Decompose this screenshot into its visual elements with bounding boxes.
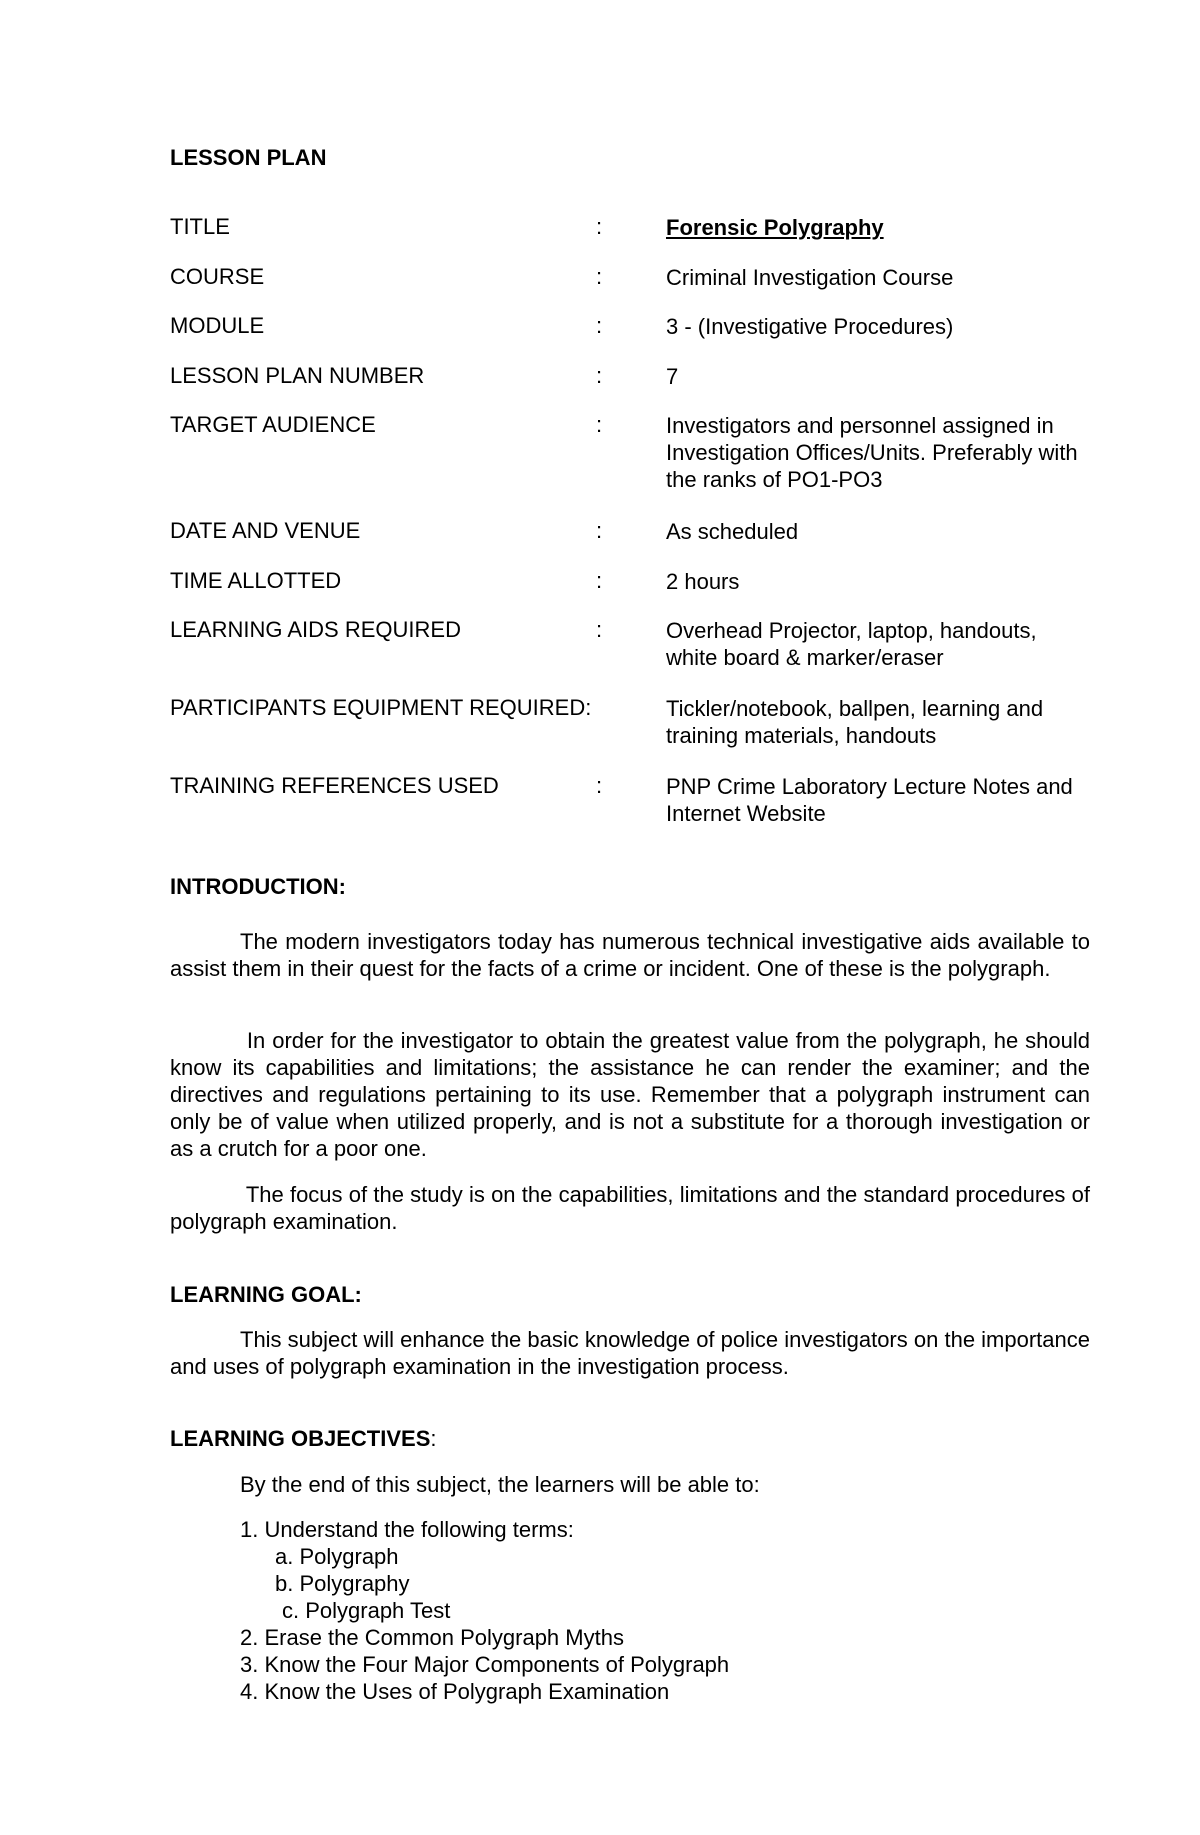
doc-title: LESSON PLAN — [170, 145, 327, 170]
row-value: 3 - (Investigative Procedures) — [666, 314, 954, 339]
row-value: Forensic Polygraphy — [666, 215, 884, 240]
row-value: 2 hours — [666, 569, 740, 594]
objective-item-4: 4. Know the Uses of Polygraph Examination — [240, 1679, 670, 1704]
objective-item-3: 3. Know the Four Major Components of Polygraph — [240, 1652, 730, 1677]
row-label: LESSON PLAN NUMBER — [170, 363, 425, 388]
row-value: Investigators and personnel assigned in Investigation Offices/Units. Preferably with the ranks of PO1-PO3 — [666, 413, 1078, 492]
row-label: TARGET AUDIENCE — [170, 412, 376, 437]
objectives-intro: By the end of this subject, the learners will be able to: — [240, 1472, 760, 1497]
objective-subitem-b: b. Polygraphy — [275, 1571, 410, 1596]
row-label: PARTICIPANTS EQUIPMENT REQUIRED: — [170, 695, 592, 720]
row-value: As scheduled — [666, 519, 799, 544]
learning-goal-paragraph — [170, 1326, 1090, 1380]
row-value: Tickler/notebook, ballpen, learning and training materials, handouts — [666, 696, 1044, 748]
row-value: PNP Crime Laboratory Lecture Notes and Internet Website — [666, 774, 1073, 826]
row-value: 7 — [666, 364, 679, 389]
heading-text: LEARNING OBJECTIVES — [170, 1426, 431, 1451]
row-label: TIME ALLOTTED — [170, 568, 342, 593]
paragraph-text: The focus of the study is on the capabilities, limitations and the standard procedures of polygraph examination. — [170, 1182, 1090, 1234]
row-label: MODULE — [170, 313, 265, 338]
row-label: COURSE — [170, 264, 265, 289]
row-colon: : — [596, 412, 603, 437]
row-colon: : — [596, 568, 603, 593]
heading-suffix: : — [430, 1426, 437, 1451]
objective-item-2: 2. Erase the Common Polygraph Myths — [240, 1625, 624, 1650]
row-value: Overhead Projector, laptop, handouts, white board & marker/eraser — [666, 618, 1037, 670]
row-colon: : — [596, 773, 603, 798]
row-colon: : — [596, 617, 603, 642]
row-colon: : — [596, 214, 603, 239]
objective-item-1: 1. Understand the following terms: — [240, 1517, 574, 1542]
row-label: TITLE — [170, 214, 230, 239]
paragraph-text: In order for the investigator to obtain the greatest value from the polygraph, he should know its capabilities and limitations; the assistance he can render the examiner; and the directives and regulations pertaining to its use. Remember that a polygraph instrument can only be of value when utilized properly, and is not a substitute for a thorough investigation or as a crutch for a poor one. — [170, 1028, 1090, 1161]
row-colon: : — [596, 264, 603, 289]
objective-subitem-c: c. Polygraph Test — [282, 1598, 451, 1623]
learning-objectives-heading — [170, 1426, 437, 1452]
paragraph-text: This subject will enhance the basic knowledge of police investigators on the importance and uses of polygraph examination in the investigation process. — [170, 1327, 1090, 1379]
intro-paragraph-2 — [170, 1027, 1090, 1162]
learning-goal-heading: LEARNING GOAL: — [170, 1282, 362, 1307]
row-label: DATE AND VENUE — [170, 518, 361, 543]
introduction-heading: INTRODUCTION: — [170, 874, 346, 899]
row-value: Criminal Investigation Course — [666, 265, 954, 290]
row-colon: : — [596, 313, 603, 338]
intro-paragraph-3 — [170, 1181, 1090, 1235]
row-colon: : — [596, 363, 603, 388]
objective-subitem-a: a. Polygraph — [275, 1544, 399, 1569]
intro-paragraph-1 — [170, 928, 1090, 982]
row-label: TRAINING REFERENCES USED — [170, 773, 499, 798]
row-label: LEARNING AIDS REQUIRED — [170, 617, 461, 642]
row-colon: : — [596, 518, 603, 543]
paragraph-text: The modern investigators today has numerous technical investigative aids available to assist them in their quest for the facts of a crime or incident. One of these is the polygraph. — [170, 929, 1090, 981]
